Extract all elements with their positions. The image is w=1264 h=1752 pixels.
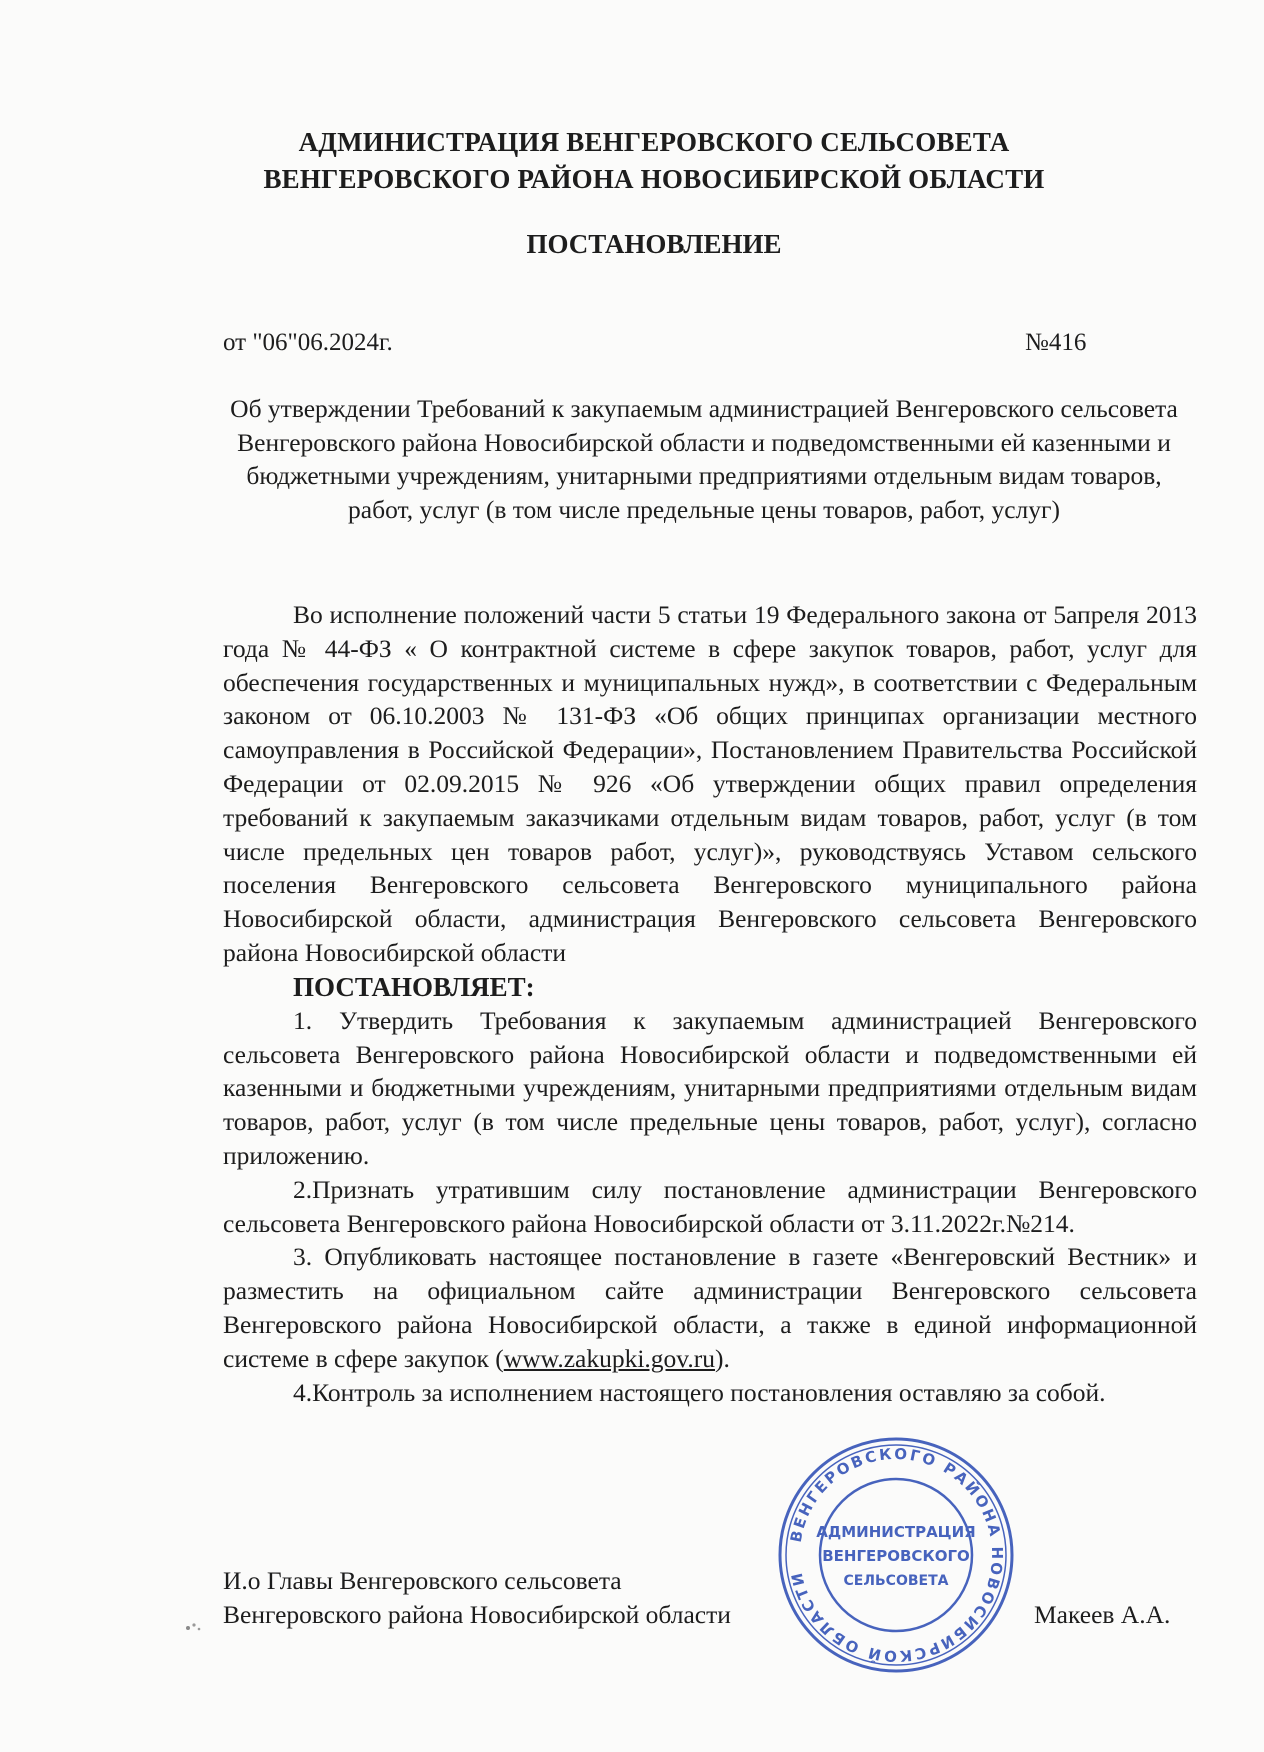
item-3-text: 3. Опубликовать настоящее постановление в газете «Венгеровский Вестник» и разместить на официальном сайте администрации Венгеровского сельсовета Венгеровского района Новосибирской области, а также в единой информационной системе в сфере закупок (	[223, 1242, 1197, 1373]
zakupki-link[interactable]: www.zakupki.gov.ru	[503, 1343, 716, 1373]
document-type-title: ПОСТАНОВЛЕНИЕ	[526, 229, 782, 259]
organization-header	[220, 124, 1088, 198]
document-date: от "06"06.2024г.	[223, 329, 393, 356]
paper-speck	[184, 1620, 206, 1634]
signatory-position-line-2: Венгеровского района Новосибирской области	[223, 1600, 731, 1629]
organization-line-2: ВЕНГЕРОВСКОГО РАЙОНА НОВОСИБИРСКОЙ ОБЛАСТИ	[263, 164, 1045, 194]
signatory-position-line-1: И.о Главы Венгеровского сельсовета	[223, 1566, 622, 1595]
preamble-paragraph: Во исполнение положений части 5 статьи 19 Федерального закона от 5апреля 2013 года № 44-ФЗ « О контрактной системе в сфере закупок товаров, работ, услуг для обеспечения государственных и муниципальных нужд», в соответствии с Федеральным законом от 06.10.2003 № 131-ФЗ «Об общих принципах организации местного самоуправления в Российской Федерации», Постановлением Правительства Российской Федерации от 02.09.2015 № 926 «Об утверждении общих правил определения требований к закупаемым заказчиками отдельным видам товаров, работ, услуг (в том числе предельных цен товаров работ, услуг)», руководствуясь Уставом сельского поселения Венгеровского сельсовета Венгеровского муниципального района Новосибирской области, администрация Венгеровского сельсовета Венгеровского района Новосибирской области	[223, 600, 1197, 967]
item-3	[223, 1240, 1197, 1375]
signatory-position	[223, 1564, 731, 1632]
stamp-outer-text: ВЕНГЕРОВСКОГО РАЙОНА НОВОСИБИРСКОЙ ОБЛАСТИ	[786, 1444, 1007, 1666]
stamp-center-line-3: СЕЛЬСОВЕТА	[843, 1573, 949, 1589]
item-2: 2.Признать утратившим силу постановление администрации Венгеровского сельсовета Венгеровского района Новосибирской области от 3.11.2022г.№214.	[223, 1174, 1197, 1238]
stamp-center-line-2: ВЕНГЕРОВСКОГО	[822, 1547, 970, 1565]
organization-line-1: АДМИНИСТРАЦИЯ ВЕНГЕРОВСКОГО СЕЛЬСОВЕТА	[298, 127, 1010, 157]
signatory-name: Макеев А.А.	[1034, 1600, 1171, 1629]
stamp-center-line-1: АДМИНИСТРАЦИЯ	[816, 1523, 976, 1541]
decree-word: ПОСТАНОВЛЯЕТ:	[293, 971, 535, 1002]
item-4: 4.Контроль за исполнением настоящего постановления оставляю за собой.	[293, 1377, 1106, 1407]
document-body	[223, 598, 1197, 1409]
document-number: №416	[1025, 329, 1087, 356]
document-subject: Об утверждении Требований к закупаемым администрацией Венгеровского сельсовета Венгеровского района Новосибирской области и подведомственными ей казенными и бюджетными учреждениям, унитарными предприятиями отдельным видам товаров, работ, услуг (в том числе предельные цены товаров, работ, услуг)	[230, 394, 1178, 524]
item-3-tail: ).	[715, 1343, 730, 1373]
official-stamp	[776, 1435, 1016, 1675]
item-1: 1. Утвердить Требования к закупаемым администрацией Венгеровского сельсовета Венгеровского района Новосибирской области и подведомственными ей казенными и бюджетными учреждениям, унитарными предприятиями отдельным видам товаров, работ, услуг (в том числе предельные цены товаров, работ, услуг), согласно приложению.	[223, 1005, 1197, 1170]
